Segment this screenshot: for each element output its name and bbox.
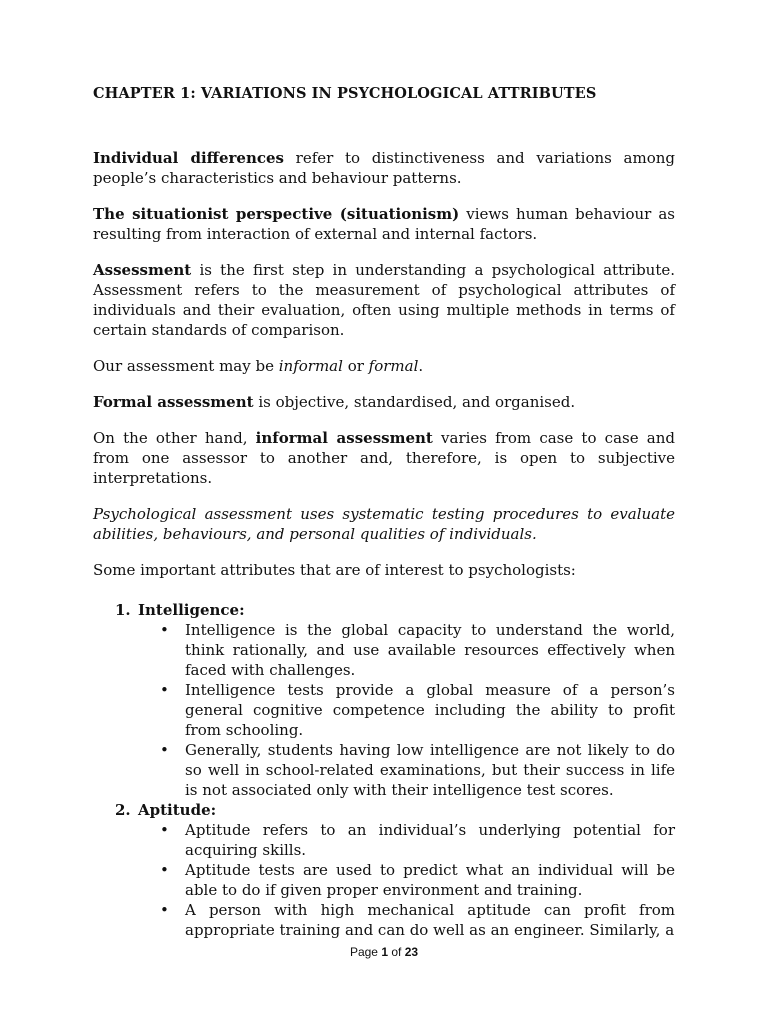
paragraph-assessment: Assessment is the first step in understanding a psychological attribute. Assessment refers to the measurement of psychological attributes of individuals and their evaluation, often using multiple methods in terms of certain standards of comparison. — [93, 261, 675, 339]
bullet-icon: • — [160, 861, 169, 879]
page-content — [93, 84, 675, 940]
term-situationism: The situationist perspective (situationism) — [93, 205, 460, 223]
term-formal-assessment: Formal assessment — [93, 393, 254, 411]
list-item: • Intelligence is the global capacity to understand the world, think rationally, and use available resources effectively when faced with challenges. — [160, 621, 675, 679]
bullet-icon: • — [160, 901, 169, 919]
paragraph-informal-formal: Our assessment may be informal or formal. — [93, 357, 424, 375]
bullet-list — [93, 620, 675, 800]
paragraph-psychological-assessment: Psychological assessment uses systematic testing procedures to evaluate abilities, behaviours, and personal qualities of individuals. — [93, 505, 675, 543]
term-assessment: Assessment — [93, 261, 192, 279]
term-individual-differences: Individual differences — [93, 149, 284, 167]
paragraph-attributes-intro: Some important attributes that are of interest to psychologists: — [93, 561, 576, 579]
list-item: • A person with high mechanical aptitude can profit from appropriate training and can do well as an engineer. Similarly, a — [160, 901, 675, 939]
bullet-icon: • — [160, 741, 169, 759]
paragraph-informal-assessment: On the other hand, informal assessment varies from case to case and from one assessor to another and, therefore, is open to subjective interpretations. — [93, 429, 675, 487]
chapter-title: CHAPTER 1: VARIATIONS IN PSYCHOLOGICAL ATTRIBUTES — [93, 85, 597, 102]
list-item: • Aptitude refers to an individual’s underlying potential for acquiring skills. — [160, 821, 675, 859]
section-title: 2. Aptitude: — [115, 801, 217, 819]
list-item: • Generally, students having low intelligence are not likely to do so well in school-related examinations, but their success in life is not associated only with their intelligence test scores. — [160, 741, 675, 799]
section-title: 1. Intelligence: — [115, 601, 245, 619]
paragraph-formal-assessment: Formal assessment is objective, standardised, and organised. — [93, 393, 576, 411]
list-item: • Intelligence tests provide a global measure of a person’s general cognitive competence including the ability to profit from schooling. — [160, 681, 675, 739]
section-aptitude — [93, 800, 675, 940]
bullet-icon: • — [160, 821, 169, 839]
bullet-icon: • — [160, 621, 169, 639]
paragraph-individual-differences: Individual differences refer to distinctiveness and variations among people’s characteristics and behaviour patterns. — [93, 149, 675, 187]
bullet-icon: • — [160, 681, 169, 699]
page-number-current: 1 — [381, 945, 388, 959]
page-footer: Page 1 of 23 — [349, 945, 419, 959]
bullet-list — [93, 820, 675, 940]
list-item: • Aptitude tests are used to predict what an individual will be able to do if given proper environment and training. — [160, 861, 675, 899]
section-intelligence — [93, 600, 675, 800]
paragraph-situationism: The situationist perspective (situationism) views human behaviour as resulting from interaction of external and internal factors. — [93, 205, 675, 243]
term-informal-assessment: informal assessment — [255, 429, 433, 447]
page-number-total: 23 — [404, 945, 419, 959]
